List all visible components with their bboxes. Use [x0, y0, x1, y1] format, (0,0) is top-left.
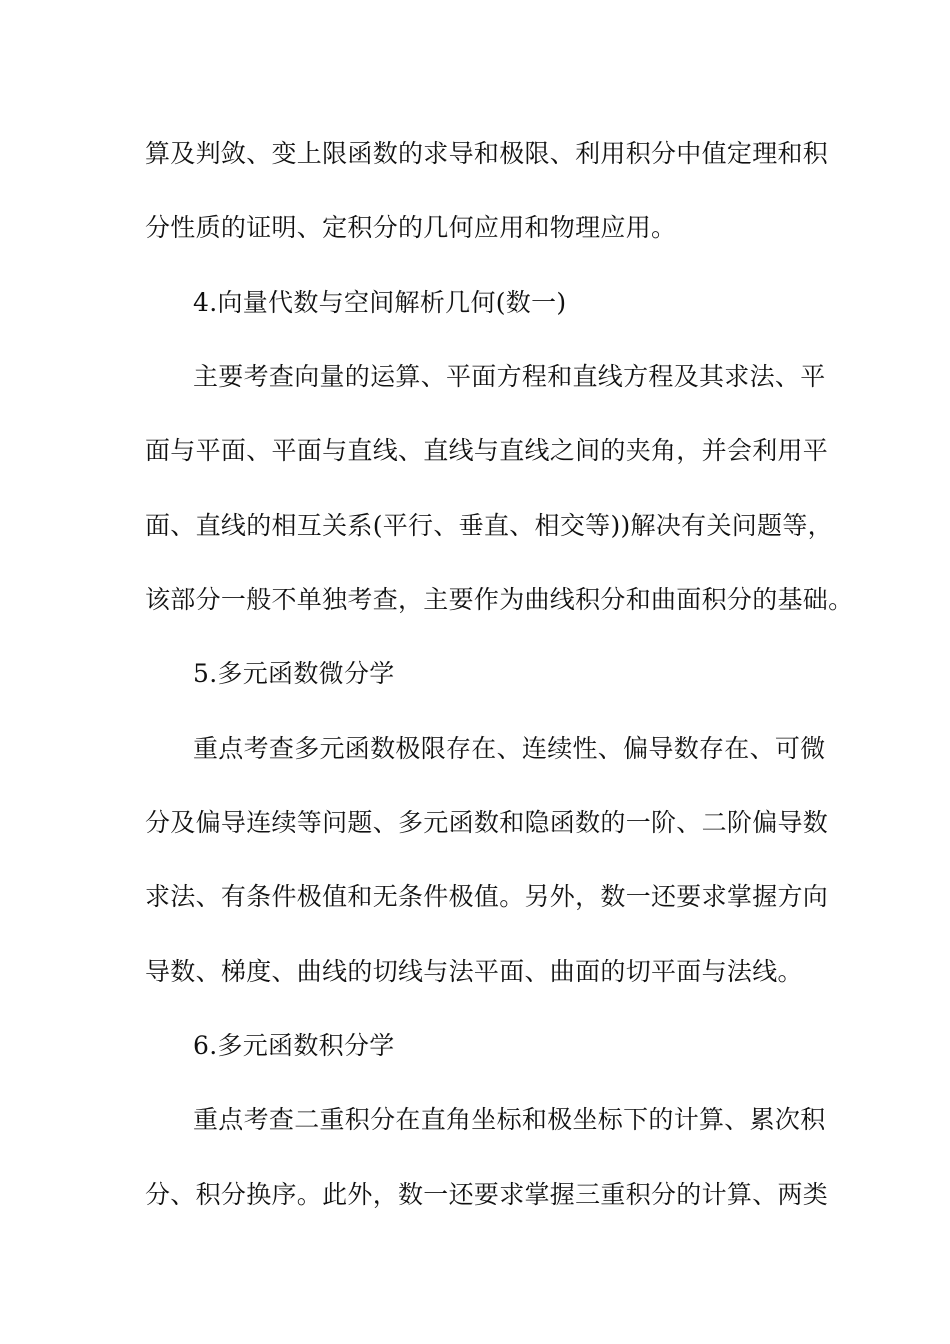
paragraph-line: 算及判敛、变上限函数的求导和极限、利用积分中值定理和积	[145, 139, 829, 168]
paragraph-line: 分及偏导连续等问题、多元函数和隐函数的一阶、二阶偏导数	[145, 808, 829, 837]
paragraph-line: 该部分一般不单独考查，主要作为曲线积分和曲面积分的基础。	[145, 585, 854, 614]
paragraph-line: 主要考查向量的运算、平面方程和直线方程及其求法、平	[193, 362, 826, 391]
section-heading-multivariable-integral: 6.多元函数积分学	[193, 1031, 395, 1060]
paragraph-line: 求法、有条件极值和无条件极值。另外，数一还要求掌握方向	[145, 882, 829, 911]
paragraph-line: 导数、梯度、曲线的切线与法平面、曲面的切平面与法线。	[145, 957, 803, 986]
section-heading-multivariable-differential: 5.多元函数微分学	[193, 659, 395, 688]
paragraph-line: 分、积分换序。此外，数一还要求掌握三重积分的计算、两类	[145, 1180, 829, 1209]
paragraph-line: 分性质的证明、定积分的几何应用和物理应用。	[145, 213, 677, 242]
paragraph-line: 重点考查多元函数极限存在、连续性、偏导数存在、可微	[193, 734, 826, 763]
section-heading-vector-algebra: 4.向量代数与空间解析几何(数一)	[193, 288, 567, 317]
paragraph-line: 面、直线的相互关系(平行、垂直、相交等))解决有关问题等，	[145, 511, 833, 540]
paragraph-line: 重点考查二重积分在直角坐标和极坐标下的计算、累次积	[193, 1105, 826, 1134]
paragraph-line: 面与平面、平面与直线、直线与直线之间的夹角，并会利用平	[145, 436, 829, 465]
